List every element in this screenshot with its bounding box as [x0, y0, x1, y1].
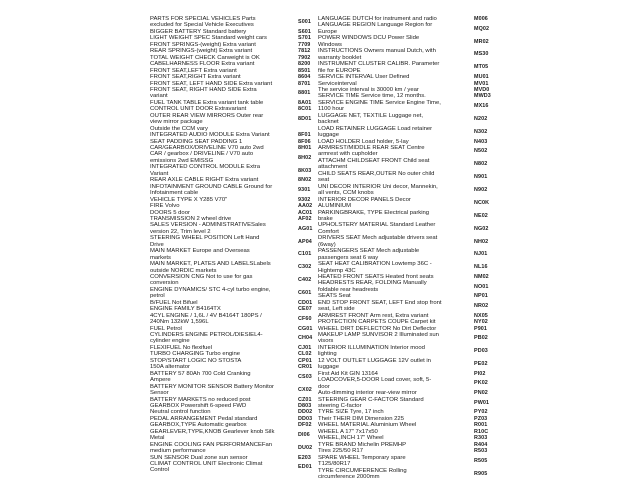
option-code: CZ01	[298, 396, 312, 403]
option-description: SEAT PADDING SEAT PADDING 1	[150, 138, 243, 145]
option-code: CX02	[298, 386, 312, 393]
option-description: FRONT SEAT, RIGHT HAND SIDE Extra variant	[150, 86, 257, 100]
option-description: CONVERSION CNG Not to use for gas conversion	[150, 274, 253, 287]
option-description: HEADRESTS REAR, FOLDING Manually foldable rear headrests	[318, 280, 427, 293]
option-description: Their THEIR DIM Dimension 225	[318, 415, 404, 422]
option-code: NX05	[474, 312, 488, 319]
option-code: 8H01	[298, 145, 312, 151]
option-description: FIRE Volvo	[150, 203, 180, 210]
option-description: DRIVERS SEAT Mech adjustable drivers seat (6way)	[318, 235, 438, 248]
option-description: LOADCOVER,5-DOOR Load cover, soft, 5- door	[318, 377, 432, 390]
option-description: PEDAL ARRANGEMENT Pedal standard	[150, 415, 258, 422]
option-code: 8D01	[298, 115, 312, 122]
option-description: CYLINDERS ENGINE PETROL/DIESIEL4- cylinder engine	[150, 332, 263, 345]
option-code: 8K03	[298, 167, 312, 174]
option-code: R001	[474, 422, 488, 429]
option-description: END STOP FRONT SEAT, LEFT End stop front seat, Left side	[318, 299, 442, 313]
option-description: INSTRUCTIONS Owners manual Dutch, with warranty booklet	[318, 48, 436, 61]
option-code: CR01	[298, 364, 313, 371]
option-description: SEAT HEAT CALIBRATION Lowtemp 36C - Hightemp 43C	[318, 261, 432, 274]
option-code: NL16	[474, 264, 488, 271]
option-code: NE02	[474, 212, 488, 219]
option-code: ED01	[298, 464, 312, 471]
option-code: N202	[474, 115, 488, 122]
option-description: GEARLEVER,TYPE,KNOB Gearlever knob Silk Metal	[150, 428, 275, 442]
option-description: PARKINGBRAKE, TYPE Electrical parking brake	[318, 209, 430, 222]
option-code: MV01	[474, 80, 489, 87]
option-code: N802	[474, 161, 488, 168]
option-code: 9302	[298, 196, 311, 203]
option-code: NH02	[474, 238, 489, 245]
option-description: POWER WINDOWS DCU Power Slide Windows	[318, 35, 420, 48]
option-code: 8801	[298, 90, 311, 97]
option-description: SERVICE ENGINE TIME Service Engine Time, 1100 hour	[318, 99, 441, 113]
option-description: MAKEUP LAMP SUNVISOR 2 Illuminated sun visors	[318, 332, 439, 345]
option-description: STEERING GEAR C-FACTOR Standard steering C-factor	[318, 396, 424, 409]
option-description: INSTRUMENT CLUSTER CALIBR. Parameter file for EUROPE	[318, 61, 440, 74]
option-code: R303	[474, 435, 488, 442]
option-code: N502	[474, 148, 488, 155]
option-description: UNI DECOR INTERIOR Uni decor, Mannekin, all vents, CCM knobs	[318, 183, 438, 197]
option-code: CL02	[298, 351, 312, 358]
option-description: WHEEL,INCH 17" Wheel	[318, 435, 384, 442]
option-description: LUGGAGE NET, TEXTILE Luggage net, backnet	[318, 112, 423, 126]
option-code: MQ02	[474, 25, 490, 32]
option-description: Neutral control function	[150, 409, 211, 416]
option-description: FRONT SPRINGS-(weight) Extra variant	[150, 41, 256, 48]
option-code: NJ01	[474, 251, 488, 258]
option-code: AF02	[298, 215, 312, 222]
option-code: CS03	[298, 373, 312, 380]
option-description: LIGHT WEIGHT SPEC Standard weight cars	[150, 35, 267, 42]
option-description: 12 VOLT OUTLET LUGGAGE 12V outlet in luggage	[318, 357, 431, 371]
option-description: PROTECTION CARPETS COUPE Carpet kit	[318, 319, 436, 326]
option-code: AC01	[298, 209, 313, 216]
option-code: DI06	[298, 432, 310, 439]
option-description: First Aid Kit GIN 13164	[318, 370, 378, 377]
option-code: DF02	[298, 422, 312, 429]
option-code: CJ01	[298, 344, 312, 351]
option-code: MU01	[474, 74, 489, 81]
option-code: PI02	[474, 370, 486, 377]
option-code: DU02	[298, 444, 313, 451]
option-description: UPHOLSTERY MATERIAL Standard Leather Comfort	[318, 222, 436, 235]
option-description: LANGUAGE DUTCH for instrument and radio	[318, 16, 437, 22]
option-description: ENGINE DYNAMICS/ STC 4-cyl turbo engine, petrol	[150, 286, 271, 300]
option-description: TRANSMISSION 2 wheel drive	[150, 215, 232, 222]
option-code: MT05	[474, 64, 489, 71]
option-code: N403	[474, 138, 488, 145]
option-description: INTEGRATED CONTROL MODULE Extra Variant	[150, 164, 260, 177]
option-description: SERVICE INTERVAL User Defined	[318, 74, 410, 81]
option-code: N302	[474, 128, 488, 135]
option-description: Tires 225/50 R17	[318, 448, 363, 455]
option-code: 8501	[298, 67, 311, 74]
option-description: INTERIOR DECOR PANELS Decor ALUMINIUM	[318, 196, 411, 209]
option-description: B/FUEL Not Bifuel	[150, 299, 198, 306]
option-description: MAIN MARKET, PLATES AND LABELSLabels outside NORDIC markets	[150, 261, 271, 274]
option-description: Auto-dimming interior rear-view mirror	[318, 390, 417, 397]
option-code: NP01	[474, 293, 488, 300]
option-code: AA02	[298, 203, 313, 210]
option-description: BATTERY 57 80Ah 700 Cold Cranking Ampere	[150, 370, 251, 384]
option-description: SEATS Seat	[318, 293, 351, 300]
option-description: CAR/GEARBOX/DRIVELINE V70 auto 2wd	[150, 145, 264, 151]
option-code: PW01	[474, 399, 490, 406]
option-description: INTERIOR ILLUMINATION Interior mood lighting	[318, 344, 425, 358]
option-code: CP01	[298, 357, 312, 364]
option-code: 9301	[298, 186, 311, 193]
option-code: 8F01	[298, 132, 311, 139]
option-code: 8F06	[298, 138, 311, 145]
option-code: N901	[474, 174, 488, 181]
option-code: C402	[298, 277, 312, 284]
option-code: MX16	[474, 103, 489, 110]
option-code: DD03	[298, 415, 313, 422]
option-description: REAR AXLE CABLE RIGHT Extra variant	[150, 177, 259, 184]
option-code: R404	[474, 441, 488, 448]
option-description: FUEL TANK TABLE Extra variant tank table	[150, 99, 264, 106]
option-code: PZ03	[474, 415, 488, 422]
option-description: MAIN MARKET Europe and Overseas markets	[150, 248, 250, 261]
option-description: TYRE BRAND Michelin PREMHP	[318, 441, 407, 448]
option-code: P901	[474, 325, 487, 332]
option-description: CHILD SEATS REAR,OUTER No outer child seat	[318, 170, 435, 184]
option-code: 7709	[298, 41, 311, 48]
option-description: PARTS FOR SPECIAL VEHICLES Parts excluded for Special Vehicle Executives	[150, 16, 256, 29]
option-code: NC0K	[474, 199, 490, 206]
option-code: MR02	[474, 38, 489, 45]
option-description: WHEEL MATERIAL Aluminium Wheel	[318, 422, 417, 429]
option-code: CE07	[298, 306, 312, 313]
option-code: M006	[474, 16, 488, 22]
option-code: NY02	[474, 319, 488, 326]
option-description: ATTACHM CHILDSEAT FRONT Child seat attachment	[318, 157, 430, 171]
option-code: 8604	[298, 74, 311, 81]
option-description: FRONT SEAT,RIGHT Extra variant	[150, 74, 241, 81]
option-description: 150A alternator	[150, 364, 190, 371]
option-code: 8200	[298, 61, 311, 68]
option-code: PN02	[474, 390, 488, 397]
option-code: 8C01	[298, 106, 312, 113]
option-code: R905	[474, 470, 488, 477]
option-description: SPARE WHEEL Temporary spare T125/80R17	[318, 454, 406, 467]
option-description: CONTROL UNIT DOOR Extravariant	[150, 106, 247, 113]
option-description: Serviceinterval	[318, 80, 357, 87]
option-code: DD02	[298, 409, 313, 416]
option-description: BATTERY MARKETS no reduced post	[150, 396, 251, 403]
option-description: STEERING WHEEL POSITION Left Hand Drive	[150, 235, 260, 248]
option-description: GEARBOX,TYPE Automatic gearbox	[150, 422, 247, 429]
option-description: CAR / gearbox / DRIVELINE / V70 auto emissions 2wd EMISSG	[150, 151, 254, 164]
option-code: PY02	[474, 409, 488, 416]
option-code: C601	[298, 290, 312, 297]
option-description: The service interval is 30000 km / year SERVICE TIME Service time, 12 months.	[318, 86, 426, 100]
option-description: Outside the CCM vary	[150, 125, 208, 132]
option-description: TURBO CHARGING Turbo engine	[150, 351, 241, 358]
option-description: FLEXIFUEL No flexifuel	[150, 344, 212, 351]
option-code: AP04	[298, 238, 312, 245]
option-description: GEARBOX Powershift 6-speed FWD	[150, 403, 247, 409]
option-code: 8H02	[298, 154, 312, 161]
option-description: WHEEL A 17" 7x17x50	[318, 428, 378, 435]
option-description: ENGINE COOLING FAN PERFORMANCEFan medium performance	[150, 441, 273, 455]
option-description: ARMREST/MIDDLE REAR SEAT Centre armrest with cupholder	[318, 145, 425, 158]
option-description: FUEL Petrol	[150, 325, 182, 332]
option-description: CLIMAT CONTROL UNIT Electronic Climat Control	[150, 461, 263, 474]
option-code: PK02	[474, 380, 488, 387]
option-code: R505	[474, 457, 488, 464]
option-description: STOP/START LOGIC NO STOSTA	[150, 357, 242, 364]
option-description: BIGGER BATTERY Standard battery	[150, 28, 247, 35]
option-code: 8A01	[298, 99, 312, 106]
option-description: LANGUAGE REGION Language Region for Europe	[318, 22, 433, 35]
option-description: WHEEL DIRT DEFLECTOR No Dirt Deflector	[318, 325, 437, 332]
option-description: TYRE SIZE Tyre, 17 inch	[318, 409, 384, 416]
option-code: S001	[298, 19, 311, 26]
option-code: CH04	[298, 335, 313, 342]
option-description: LOAD HOLDER Load holder, 5-lay	[318, 138, 409, 145]
option-code: NM02	[474, 274, 489, 280]
option-code: D803	[298, 403, 312, 409]
option-code: CD01	[298, 299, 313, 306]
option-description: 4CYL ENGINE / 1,6L / 4V B4164T 180PS / 240Nm 132kW 1,596L	[150, 312, 262, 326]
option-description: DOORS 5 door	[150, 209, 190, 216]
option-description: INTEGRATED AUDIO MODULE Extra Variant	[150, 132, 270, 139]
option-description: ARMREST FRONT Arm rest, Extra variant	[318, 312, 429, 319]
option-description: LOAD RETAINER LUGGAGE Load retainer luggage	[318, 125, 433, 139]
option-code: 8701	[298, 80, 311, 87]
option-code: PB02	[474, 335, 488, 342]
option-code: CG01	[298, 325, 313, 332]
option-description: SUN SENSOR Dual zone sun sensor	[150, 454, 248, 461]
option-description: HEATED FRONT SEATS Heated front seats	[318, 274, 434, 280]
option-description: CABELHARNESS FLOOR Extra variant	[150, 61, 255, 68]
option-code: E203	[298, 454, 311, 461]
option-description: ENGINE FAMILY B4164TX	[150, 306, 221, 313]
option-code: 7902	[298, 54, 311, 61]
option-description: TOTAL WEIGHT CHECK Carweight is OK	[150, 54, 260, 61]
option-description: REAR SPRINGS-(weight) Extra variant	[150, 48, 253, 55]
option-description: INFOTAINMENT GROUND CABLE Ground for Infotainment cable	[150, 183, 273, 197]
option-code: PE02	[474, 361, 488, 368]
option-code: PD03	[474, 348, 488, 355]
option-code: MVD0 MWD3	[474, 86, 491, 100]
option-code: AG01	[298, 225, 313, 232]
option-code: 7812	[298, 48, 311, 55]
option-code: R10C	[474, 428, 489, 435]
option-description: BATTERY MONITOR SENSOR Battery Monitor Sensor	[150, 383, 274, 397]
option-code: CF60	[298, 315, 312, 322]
option-description: PASSENGERS SEAT Mech adjustable passengers seat 6 way	[318, 248, 420, 261]
option-code: 8N02	[298, 177, 312, 184]
option-description: OUTER REAR VIEW MIRRORS Outer rear view mirror package	[150, 112, 264, 126]
option-description: VEHICLE TYPE X Y285 V70"	[150, 196, 228, 203]
option-code: NO01	[474, 283, 489, 290]
option-code: S601	[298, 28, 311, 35]
option-description: TYRE CIRCUMFERENCE Rolling circumference 2000mm	[318, 467, 407, 480]
option-description: FRONT SEAT,LEFT Extra variant	[150, 67, 237, 74]
option-description: SALES VERSION - ADMINISTRATIVESales version 22, Trim level 2	[150, 222, 266, 235]
option-code: MS30	[474, 51, 489, 58]
option-code: C302	[298, 264, 312, 271]
option-code: R503	[474, 448, 488, 455]
option-code: N902	[474, 186, 488, 193]
option-code: NG02	[474, 225, 489, 232]
option-code: C101	[298, 251, 312, 258]
option-code: S701	[298, 35, 311, 42]
option-description: FRONT SEAT, LEFT HAND SIDE Extra variant	[150, 80, 273, 87]
option-code: NR02	[474, 303, 489, 310]
